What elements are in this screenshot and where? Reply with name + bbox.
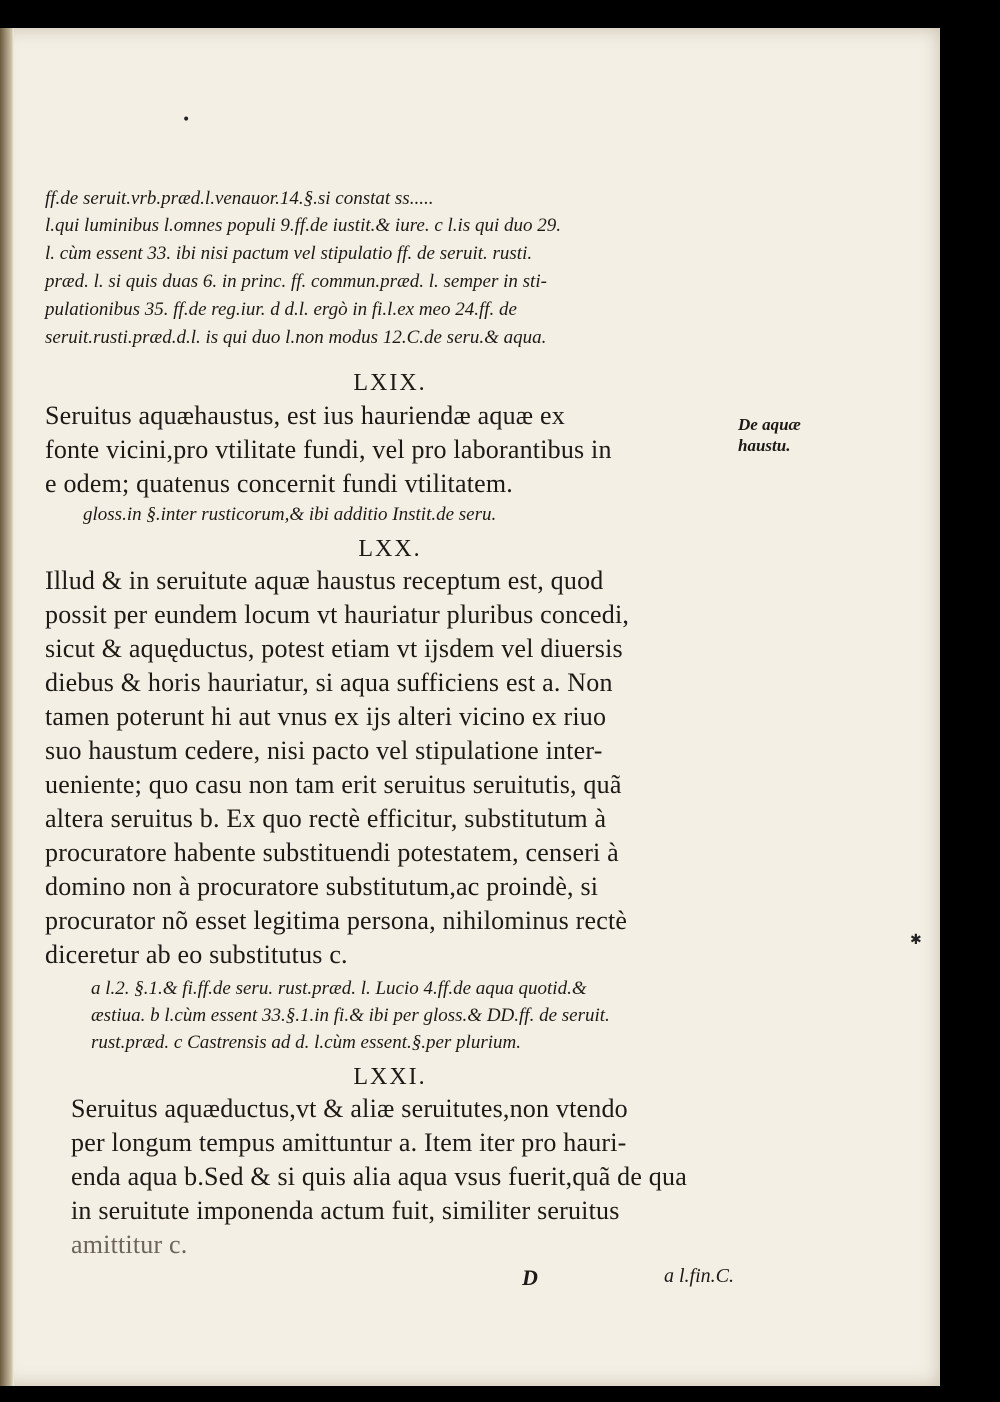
paragraph-line: ueniente; quo casu non tam erit seruitus seruitutis, quã [45,770,622,799]
margin-note [738,414,801,456]
paragraph-line: Seruitus aquæhaustus, est ius hauriendæ aquæ ex [45,401,565,430]
footnote-line: pulationibus 35. ff.de reg.iur. d d.l. ergò in fi.l.ex meo 24.ff. de [45,299,517,320]
paragraph-line: fonte vicini,pro vtilitate fundi, vel pro laborantibus in [45,435,612,464]
paragraph-line: sicut & aquęductus, potest etiam vt ijsdem vel diuersis [45,634,623,663]
paragraph-line: suo haustum cedere, nisi pacto vel stipulatione inter- [45,736,603,765]
footnote-line: rust.præd. c Castrensis ad d. l.cùm essent.§.per plurium. [91,1032,521,1053]
paragraph-line: procurator nõ esset legitima persona, nihilominus rectè [45,906,628,935]
page-gutter [0,28,14,1386]
paragraph-line: diceretur ab eo substitutus c. [45,940,348,969]
ink-speck: ✱ [910,932,922,948]
paragraph-line: tamen poterunt hi aut vnus ex ijs alteri vicino ex riuo [45,702,607,731]
section-heading: LXIX. [353,370,427,396]
footnote-line: seruit.rusti.præd.d.l. is qui duo l.non modus 12.C.de seru.& aqua. [45,327,547,348]
footnote-line: l. cùm essent 33. ibi nisi pactum vel stipulatio ff. de seruit. rusti. [45,243,533,264]
paragraph-line: diebus & horis hauriatur, si aqua sufficiens est a. Non [45,668,613,697]
section-heading: LXXI. [353,1064,427,1090]
paragraph-line: domino non à procuratore substitutum,ac proindè, si [45,872,599,901]
footnote-line: æstiua. b l.cùm essent 33.§.1.in fi.& ibi per gloss.& DD.ff. de seruit. [91,1005,610,1026]
paragraph-line: Seruitus aquæductus,vt & aliæ seruitutes,non vtendo [71,1094,628,1123]
footnote-line: l.qui luminibus l.omnes populi 9.ff.de iustit.& iure. c l.is qui duo 29. [45,215,561,236]
catchword: a l.fin.C. [664,1265,735,1287]
paragraph-line: amittitur c. [71,1230,188,1259]
footnote-line: gloss.in §.inter rusticorum,& ibi additio Instit.de seru. [83,504,497,525]
section-heading: LXX. [358,536,422,562]
book-page [0,28,940,1386]
paragraph-line: per longum tempus amittuntur a. Item iter pro hauri- [71,1128,627,1157]
footnote-line: præd. l. si quis duas 6. in princ. ff. commun.præd. l. semper in sti- [45,271,547,292]
margin-note-line: De aquæ [738,415,801,434]
margin-note-line: haustu. [738,436,791,455]
paragraph-line: Illud & in seruitute aquæ haustus receptum est, quod [45,566,604,595]
footnote-line: ff.de seruit.vrb.præd.l.venauor.14.§.si constat ss..... [45,188,434,209]
signature-mark: D [522,1265,538,1290]
ink-speck: • [182,112,191,128]
paragraph-line: enda aqua b.Sed & si quis alia aqua vsus fuerit,quã de qua [71,1162,687,1191]
paragraph-line: procuratore habente substituendi potestatem, censeri à [45,838,619,867]
paragraph-line: possit per eundem locum vt hauriatur pluribus concedi, [45,600,630,629]
footnote-line: a l.2. §.1.& fi.ff.de seru. rust.præd. l. Lucio 4.ff.de aqua quotid.& [91,978,587,999]
paragraph-line: e odem; quatenus concernit fundi vtilitatem. [45,469,514,498]
paragraph-line: altera seruitus b. Ex quo rectè efficitur, substitutum à [45,804,607,833]
paragraph-line: in seruitute imponenda actum fuit, similiter seruitus [71,1196,620,1225]
